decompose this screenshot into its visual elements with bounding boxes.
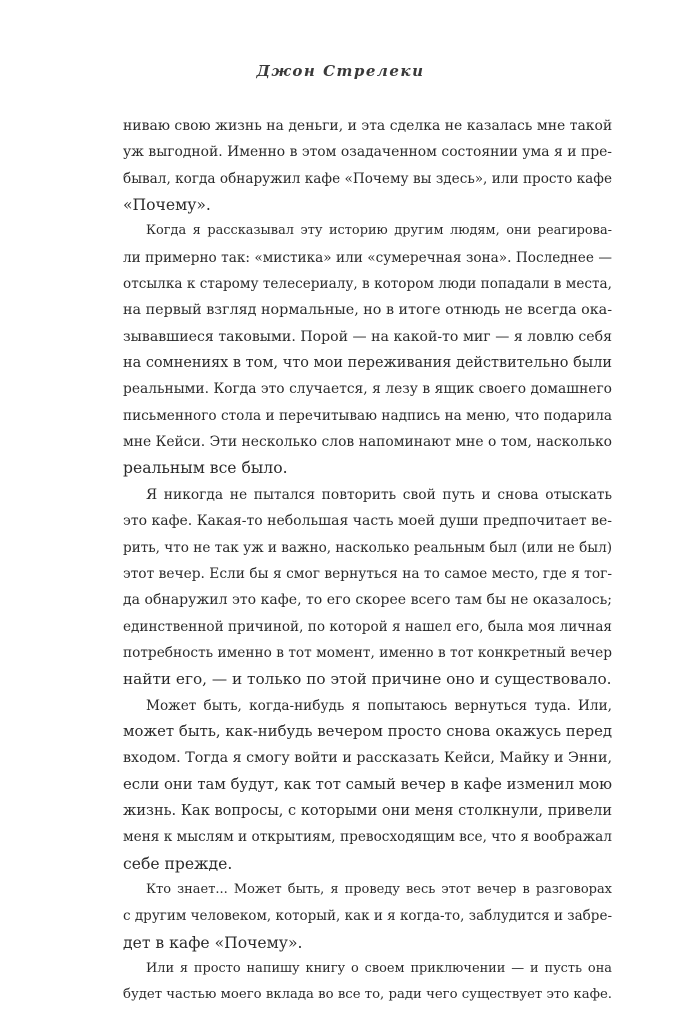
text-line: бывал, когда обнаружил кафе «Почему вы здесь», или просто кафе <box>123 170 612 187</box>
paragraph <box>123 693 612 877</box>
text-line: найти его, — и только по этой причине оно и существовало. <box>123 670 612 689</box>
text-line: Я никогда не пытался повторить свой путь и снова отыскать <box>146 486 612 503</box>
text-line: письменного стола и перечитываю надпись на меню, что подарила <box>123 407 612 424</box>
text-line: жизнь. Как вопросы, с которыми они меня столкнули, привели <box>123 802 612 819</box>
text-line: на первый взгляд нормальные, но в итоге отнюдь не всегда ока- <box>123 302 613 319</box>
text-line: Может быть, когда-нибудь я попытаюсь вернуться туда. Или, <box>146 697 612 714</box>
paragraph <box>123 956 612 1009</box>
paragraph <box>123 218 612 481</box>
text-line: с другим человеком, который, как и я когда-то, заблудится и забре- <box>123 908 612 925</box>
text-line: «Почему». <box>123 196 211 215</box>
text-line: входом. Тогда я смогу войти и рассказать Кейси, Майку и Энни, <box>123 750 612 767</box>
text-line: реальными. Когда это случается, я лезу в ящик своего домашнего <box>123 381 612 398</box>
text-line: будет частью моего вклада во все то, ради чего существует это кафе. <box>123 987 612 1003</box>
text-line: реальным все было. <box>123 459 288 478</box>
text-line: Или я просто напишу книгу о своем приключении — и пусть она <box>146 961 612 976</box>
text-line: может быть, как-нибудь вечером просто снова окажусь перед <box>123 722 612 740</box>
text-line: если они там будут, как тот самый вечер в кафе изменил мою <box>123 775 612 793</box>
text-line: единственной причиной, по которой я нашел его, была моя личная <box>123 618 612 635</box>
text-line: зывавшиеся таковыми. Порой — на какой-то миг — я ловлю себя <box>123 328 612 345</box>
paragraph <box>123 877 612 956</box>
text-line: это кафе. Какая-то небольшая часть моей души предпочитает ве- <box>123 513 612 530</box>
running-header-author: Джон Стрелеки <box>256 62 425 80</box>
text-line: уж выгодной. Именно в этом озадаченном состоянии ума я и пре- <box>123 144 612 161</box>
text-line: потребность именно в тот момент, именно в тот конкретный вечер <box>123 644 612 661</box>
text-line: Кто знает... Может быть, я проведу весь этот вечер в разговорах <box>146 881 612 897</box>
text-line: на сомнениях в том, что мои переживания действительно были <box>123 355 612 372</box>
text-line: себе прежде. <box>123 854 233 873</box>
text-line: рить, что не так уж и важно, насколько реальным был (или не был) <box>123 539 612 556</box>
text-line: меня к мыслям и открытиям, превосходящим все, что я воображал <box>123 829 612 846</box>
text-line: да обнаружил это кафе, то его скорее всего там бы не оказалось; <box>123 592 612 609</box>
text-line: Когда я рассказывал эту историю другим людям, они реагирова- <box>146 223 612 239</box>
page-body-text <box>123 113 612 1009</box>
paragraph <box>123 113 612 218</box>
paragraph <box>123 482 612 693</box>
text-line: отсылка к старому телесериалу, в котором люди попадали в места, <box>123 276 612 293</box>
text-line: дет в кафе «Почему». <box>123 933 303 952</box>
text-line: этот вечер. Если бы я смог вернуться на то самое место, где я тог- <box>123 565 612 582</box>
text-line: мне Кейси. Эти несколько слов напоминают мне о том, насколько <box>123 434 612 451</box>
text-line: ли примерно так: «мистика» или «сумеречная зона». Последнее — <box>123 249 612 266</box>
text-line: ниваю свою жизнь на деньги, и эта сделка не казалась мне такой <box>123 118 613 134</box>
